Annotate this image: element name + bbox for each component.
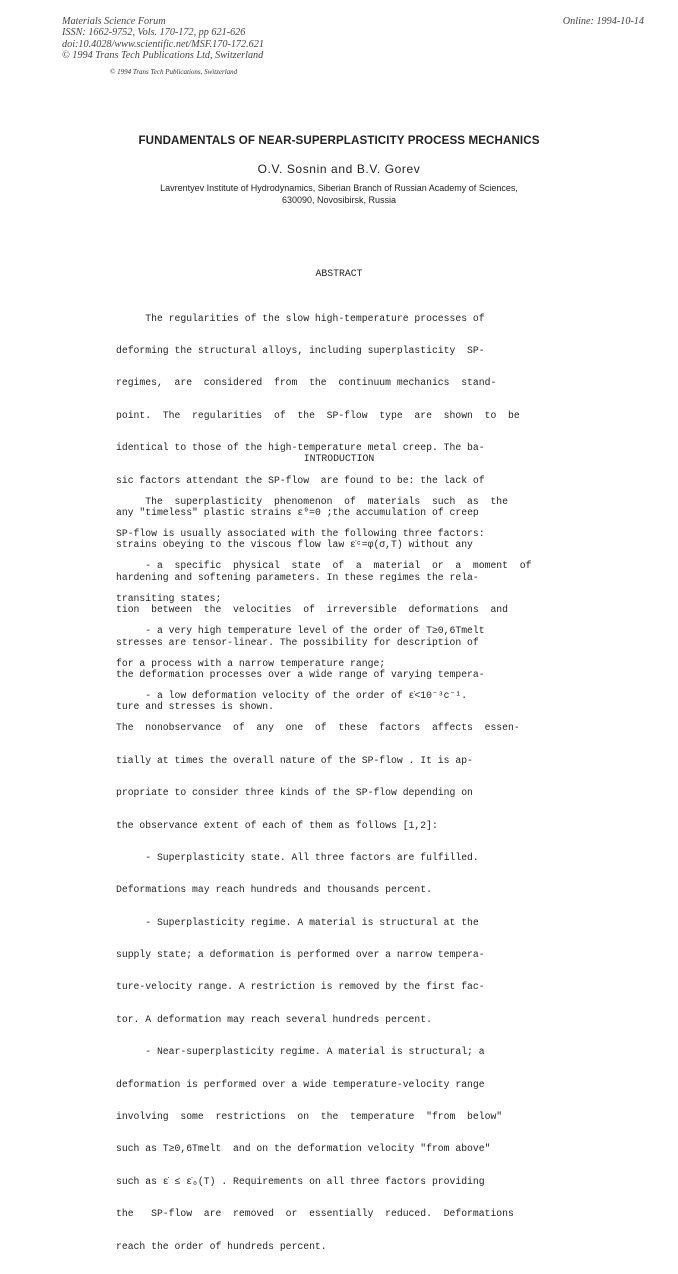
intro-line: tially at times the overall nature of the SP-flow . It is ap- [116,754,473,766]
abstract-line: strains obeying to the viscous flow law ε̇ᶜ=φ(σ,T) without any [116,539,473,551]
introduction-body [116,475,532,1274]
paper-authors: O.V. Sosnin and B.V. Gorev [257,162,421,176]
abstract-line: the deformation processes over a wide range of varying tempera- [116,668,485,680]
intro-line: SP-flow is usually associated with the following three factors: [116,527,485,539]
intro-line: Deformations may reach hundreds and thousands percent. [116,884,432,896]
intro-line: - Superplasticity state. All three factors are fulfilled. [116,851,479,863]
affiliation [40,182,638,206]
journal-name: Materials Science Forum [62,16,166,27]
doi-line: doi:10.4028/www.scientific.net/MSF.170-172.621 [62,38,264,50]
intro-line: the observance extent of each of them as follows [1,2]: [116,819,438,831]
paper-title: FUNDAMENTALS OF NEAR-SUPERPLASTICITY PROCESS MECHANICS [138,134,540,147]
abstract-line: tion between the velocities of irreversible deformations and [116,604,509,616]
introduction-heading: INTRODUCTION [303,453,375,464]
intro-line: such as ε̇ ≤ ε̇₀(T) . Requirements on all three factors providing [116,1175,485,1187]
abstract-line: regimes, are considered from the continuum mechanics stand- [116,377,497,389]
intro-line: The superplasticity phenomenon of materials such as the [116,495,509,507]
intro-line: reach the order of hundreds percent. [116,1240,327,1252]
online-date: Online: 1994-10-14 [562,16,644,27]
intro-line: ture-velocity range. A restriction is removed by the first fac- [116,981,485,993]
intro-line: - Near-superplasticity regime. A material is structural; a [116,1046,485,1058]
intro-line: supply state; a deformation is performed over a narrow tempera- [116,949,485,961]
intro-line: propriate to consider three kinds of the SP-flow depending on [116,787,473,799]
abstract-line: sic factors attendant the SP-flow are found to be: the lack of [116,474,485,486]
intro-line: - Superplasticity regime. A material is structural at the [116,916,479,928]
intro-line: the SP-flow are removed or essentially reduced. Deformations [116,1208,514,1220]
issn-line: ISSN: 1662-9752, Vols. 170-172, pp 621-626 [62,27,246,39]
abstract-line: deforming the structural alloys, including superplasticity SP- [116,344,485,356]
abstract-line: ture and stresses is shown. [116,701,274,713]
intro-line: involving some restrictions on the temperature "from below" [116,1111,503,1123]
affiliation-line: 630090, Novosibirsk, Russia [281,195,397,205]
intro-line: The nonobservance of any one of these factors affects essen- [116,722,520,734]
abstract-line: The regularities of the slow high-temperature processes of [116,312,485,324]
copyright-notice: © 1994 Trans Tech Publications, Switzerland [110,68,238,76]
journal-header [62,16,264,61]
intro-line: tor. A deformation may reach several hundreds percent. [116,1013,432,1025]
intro-line: transiting states; [116,592,222,604]
intro-line: for a process with a narrow temperature range; [116,657,386,669]
abstract-line: point. The regularities of the SP-flow type are shown to be [116,409,520,421]
intro-line: deformation is performed over a wide temperature-velocity range [116,1078,485,1090]
affiliation-line: Lavrentyev Institute of Hydrodynamics, Siberian Branch of Russian Academy of Sciences, [160,183,518,193]
intro-line: such as T≥0,6Tmelt and on the deformation velocity "from above" [116,1143,491,1155]
intro-line: - a specific physical state of a material or a moment of [116,560,532,572]
abstract-line: identical to those of the high-temperature metal creep. The ba- [116,442,485,454]
abstract-line: stresses are tensor-linear. The possibility for description of [116,636,479,648]
intro-line: - a low deformation velocity of the order of ε̇<10⁻³c⁻¹. [116,689,468,701]
abstract-line: hardening and softening parameters. In these regimes the rela- [116,571,479,583]
intro-line: - a very high temperature level of the order of T≥0,6Tmelt [116,625,485,637]
abstract-line: any "timeless" plastic strains ε⁰=0 ;the accumulation of creep [116,506,479,518]
publisher-line: © 1994 Trans Tech Publications Ltd, Switzerland [62,49,264,61]
abstract-heading: ABSTRACT [315,268,363,279]
